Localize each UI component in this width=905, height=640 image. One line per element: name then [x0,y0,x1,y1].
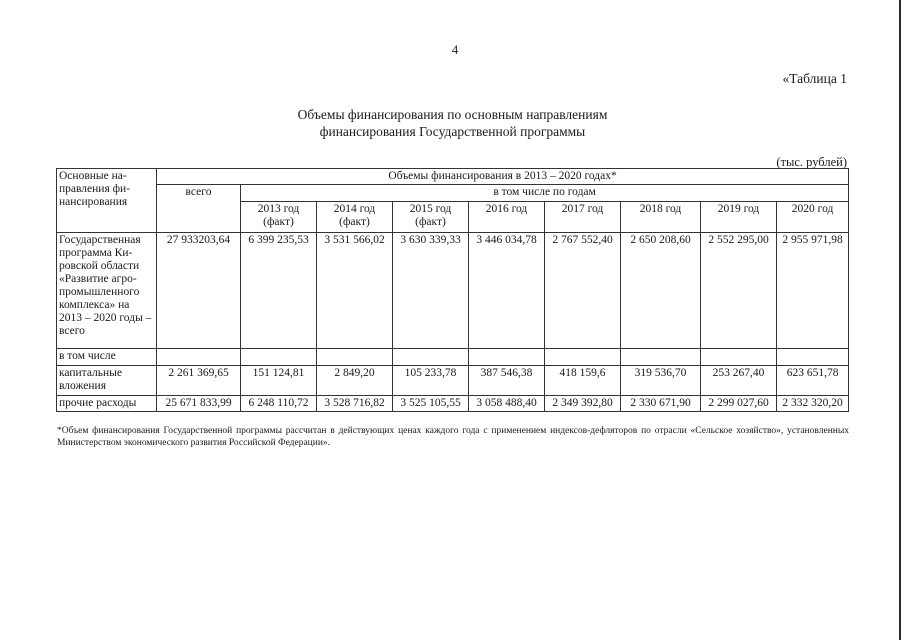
table-cell: 2 767 552,40 [545,233,621,349]
header-year: 2014 год (факт) [317,202,393,233]
table-cell: 105 233,78 [393,366,469,396]
table-title-line-1: Объемы финансирования по основным направлениям [297,107,608,122]
header-year: 2017 год [545,202,621,233]
table-cell: 418 159,6 [545,366,621,396]
table-cell: 2 955 971,98 [777,233,849,349]
row-label-including: в том числе [57,349,157,366]
table-cell: 3 528 716,82 [317,396,393,412]
table-cell: 623 651,78 [777,366,849,396]
table-cell: 2 650 208,60 [621,233,701,349]
header-year: 2016 год [469,202,545,233]
table-cell: 2 330 671,90 [621,396,701,412]
table-cell: 3 446 034,78 [469,233,545,349]
table-cell: 27 933203,64 [157,233,241,349]
financing-table [56,168,849,412]
table-cell: 2 261 369,65 [157,366,241,396]
header-year: 2020 год [777,202,849,233]
table-cell: 3 630 339,33 [393,233,469,349]
header-year: 2013 год (факт) [241,202,317,233]
table-cell: 253 267,40 [701,366,777,396]
header-group: Объемы финансирования в 2013 – 2020 годах* [157,169,849,185]
row-label-other: прочие расходы [57,396,157,412]
table-cell: 2 552 295,00 [701,233,777,349]
table-cell: 25 671 833,99 [157,396,241,412]
table-cell: 3 525 105,55 [393,396,469,412]
header-total: всего [157,185,241,233]
page-number: 4 [451,42,459,57]
table-title-line-2: финансирования Государственной программы [319,124,586,139]
table-cell: 319 536,70 [621,366,701,396]
row-label-capital: капитальные вложения [57,366,157,396]
header-year: 2015 год (факт) [393,202,469,233]
table-cell: 3 531 566,02 [317,233,393,349]
table-cell: 2 332 320,20 [777,396,849,412]
table-cell: 2 299 027,60 [701,396,777,412]
table-cell: 387 546,38 [469,366,545,396]
header-directions: Основные на-правления фи-нансирования [57,169,157,233]
units-label: (тыс. рублей) [776,155,847,169]
page-edge-line [899,0,901,640]
table-cell: 3 058 488,40 [469,396,545,412]
table-cell: 151 124,81 [241,366,317,396]
table-reference: «Таблица 1 [782,71,847,86]
table-cell: 2 349 392,80 [545,396,621,412]
table-cell: 6 248 110,72 [241,396,317,412]
header-by-year: в том числе по годам [241,185,849,202]
header-year: 2018 год [621,202,701,233]
header-year: 2019 год [701,202,777,233]
table-cell: 6 399 235,53 [241,233,317,349]
row-label-program: Государственная программа Ки-ровской области «Развитие агро-промышленного комплекса» на 2013 – 2020 годы – всего [57,233,157,349]
table-cell: 2 849,20 [317,366,393,396]
footnote: *Объем финансирования Государственной программы рассчитан в действующих ценах каждого года с применением индексов-дефляторов по отрасли «Сельское хозяйство», установленных Министерством экономического развития Российской Федерации». [57,426,849,448]
